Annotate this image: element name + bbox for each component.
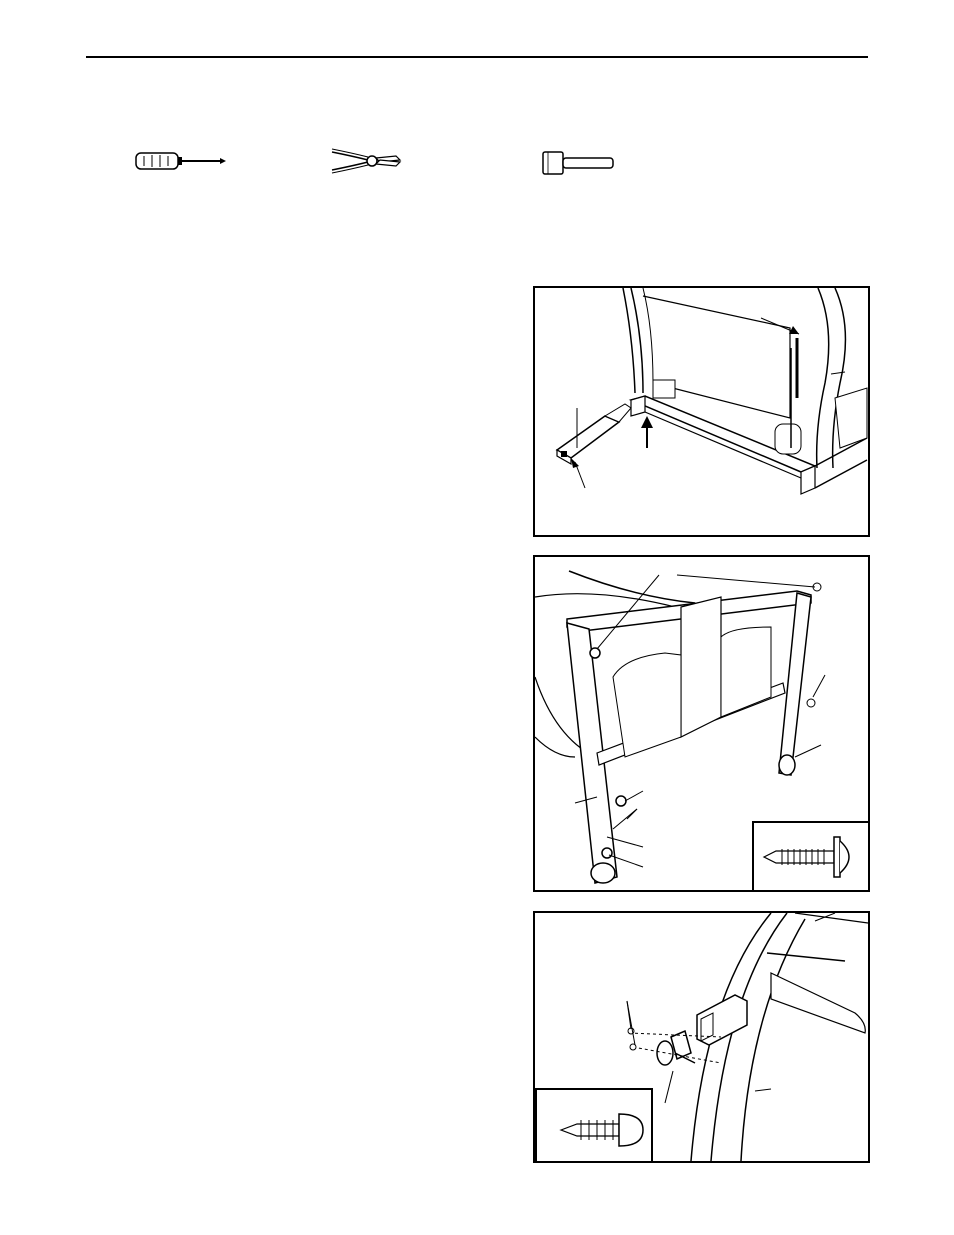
header-rule (86, 56, 868, 58)
figure-leg-frame-assembly (533, 555, 870, 892)
figure-upright-base-assembly (533, 286, 870, 537)
mallet-icon (540, 148, 618, 183)
figure-bracket-attachment (533, 911, 870, 1163)
screwdriver-icon (134, 148, 232, 179)
screw-inset-1 (752, 821, 870, 892)
screw-inset-2 (535, 1088, 653, 1163)
pliers-icon (330, 146, 402, 181)
